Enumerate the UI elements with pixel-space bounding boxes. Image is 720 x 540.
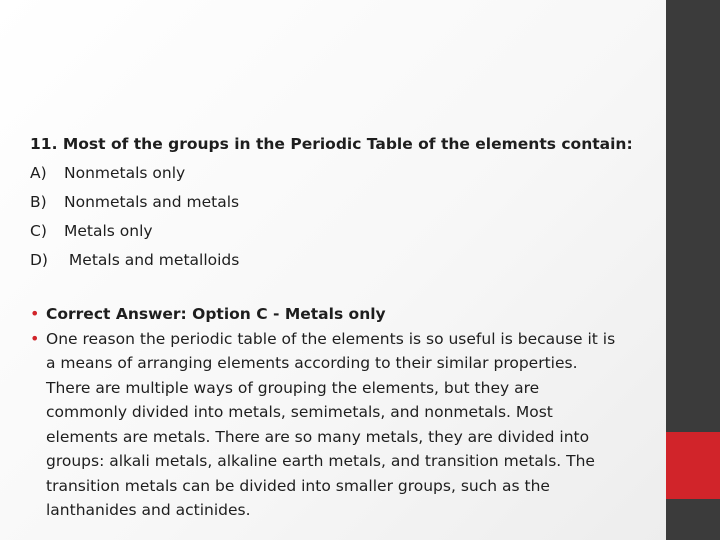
option-letter: C) (30, 222, 47, 240)
option-letter: A) (30, 164, 47, 182)
option-text: Metals only (64, 222, 153, 240)
answer-block (30, 302, 650, 523)
option-text: Metals and metalloids (64, 251, 240, 269)
explanation-line: groups: alkali metals, alkaline earth metals, and transition metals. The (46, 452, 595, 470)
option-b (30, 188, 650, 217)
option-d (30, 246, 650, 275)
explanation-line: commonly divided into metals, semimetals, and nonmetals. Most (46, 403, 553, 421)
correct-answer-bullet (30, 302, 650, 327)
explanation-line: elements are metals. There are so many metals, they are divided into (46, 427, 590, 446)
option-a (30, 159, 650, 188)
correct-answer-text: Correct Answer: Option C - Metals only (46, 305, 386, 323)
question-block (30, 130, 650, 275)
explanation-line: There are multiple ways of grouping the elements, but they are (46, 378, 540, 397)
bullet-dot: • (30, 304, 40, 323)
explanation-text (46, 327, 650, 523)
explanation-bullet (30, 327, 650, 523)
option-c (30, 217, 650, 246)
option-letter: D) (30, 251, 48, 269)
option-text: Nonmetals and metals (64, 193, 240, 211)
option-letter: B) (30, 193, 47, 211)
explanation-line: lanthanides and actinides. (46, 501, 251, 519)
explanation-line: transition metals can be divided into smaller groups, such as the (46, 476, 550, 495)
explanation-line: One reason the periodic table of the elements is so useful is because it is (46, 329, 616, 348)
explanation-line: a means of arranging elements according to their similar properties. (46, 354, 578, 372)
bullet-dot: • (30, 328, 40, 348)
side-accent-block (666, 432, 720, 499)
option-text: Nonmetals only (64, 164, 186, 182)
question-title: 11. Most of the groups in the Periodic Table of the elements contain: (30, 135, 633, 153)
